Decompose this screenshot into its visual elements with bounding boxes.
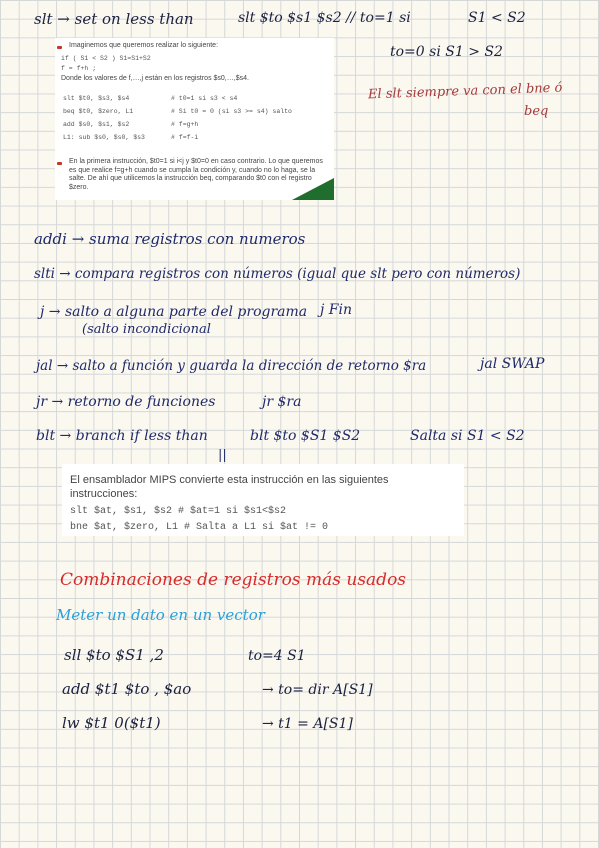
blt-definition: blt → branch if less than [36,428,208,444]
blt-example: blt $to $S1 $S2 [250,428,361,444]
excerpt-row-1-comment: # t0=1 si s3 < s4 [171,95,238,102]
code-line-2: add $t1 $to , $ao [62,680,192,698]
excerpt-row-1-code: slt $t0, $s3, $s4 [63,95,130,102]
excerpt-row-3-code: add $s0, $s1, $s2 [63,121,130,128]
excerpt-row-2-comment: # Si t0 = 0 (si s3 >= s4) salto [171,108,292,115]
addi-definition: addi → suma registros con numeros [34,230,306,248]
excerpt-code-a: if ( S1 < S2 ) S1=S1+S2 [61,55,151,62]
excerpt2-code-line2: bne $at, $zero, L1 # Salta a L1 si $at != 0 [70,522,329,533]
slti-definition: slti → compara registros con números (igual que slt pero con números) [34,266,521,282]
slt-else-condition: to=0 si S1 > S2 [390,44,503,60]
j-subnote: (salto incondicional [82,322,211,337]
excerpt-row-2-code: beq $t0, $zero, L1 [63,108,134,115]
slt-margin-note-line1: El slt siempre va con el bne ó [367,80,563,103]
excerpt2-code-line1: slt $at, $s1, $s2 # $at=1 si $s1<$s2 [70,506,287,517]
slt-example: slt $to $s1 $s2 // to=1 si [238,10,411,26]
excerpt-row-3-comment: # f=g+h [171,121,199,128]
excerpt2-text-line2: instrucciones: [70,488,138,500]
textbook-excerpt-slt [55,38,334,200]
jr-example: jr $ra [262,394,302,410]
slt-definition: slt → set on less than [34,10,194,28]
excerpt-explanation: En la primera instrucción, $t0=1 si i<j y $t0=0 en caso contrario. Lo que queremos es que realice f=g+h cuando se cumpla la condición y, cuando no lo haga, se la salte. De ahí que utilicemos la instrucción beq, comparando $t0 con el registro $zero. [69,158,323,191]
j-example: j Fin [320,302,352,318]
code-line-3-comment: → t1 = A[S1] [262,716,353,732]
excerpt2-text-line1: El ensamblador MIPS convierte esta instrucción en las siguientes [70,474,389,486]
jal-example: jal SWAP [480,356,545,372]
section-title: Combinaciones de registros más usados [60,570,407,590]
jal-definition: jal → salto a función y guarda la dirección de retorno $ra [36,358,427,374]
slt-margin-note-line2: beq [524,104,549,119]
subsection-title: Meter un dato en un vector [56,606,265,624]
page-corner-decoration [292,178,334,200]
equals-sign: || [218,448,227,463]
textbook-excerpt-blt [62,464,464,536]
slt-example-condition: S1 < S2 [468,10,526,26]
code-line-3: lw $t1 0($t1) [62,714,161,732]
blt-description: Salta si S1 < S2 [410,428,525,444]
bullet-icon [57,46,62,49]
excerpt-row-4-code: L1: sub $s0, $s0, $s3 [63,134,145,141]
j-definition: j → salto a alguna parte del programa [40,304,308,320]
jr-definition: jr → retorno de funciones [36,394,216,410]
code-line-1-comment: to=4 S1 [248,648,306,664]
excerpt-vars: Donde los valores de f,…,j están en los registros $s0,…,$s4. [61,75,249,82]
excerpt-intro: Imaginemos que queremos realizar lo siguiente: [69,42,219,49]
excerpt-code-b: f = f+h ; [61,65,97,72]
bullet-icon [57,162,62,165]
excerpt-row-4-comment: # f=f-i [171,134,199,141]
code-line-2-comment: → to= dir A[S1] [262,682,373,698]
code-line-1: sll $to $S1 ,2 [64,646,164,664]
